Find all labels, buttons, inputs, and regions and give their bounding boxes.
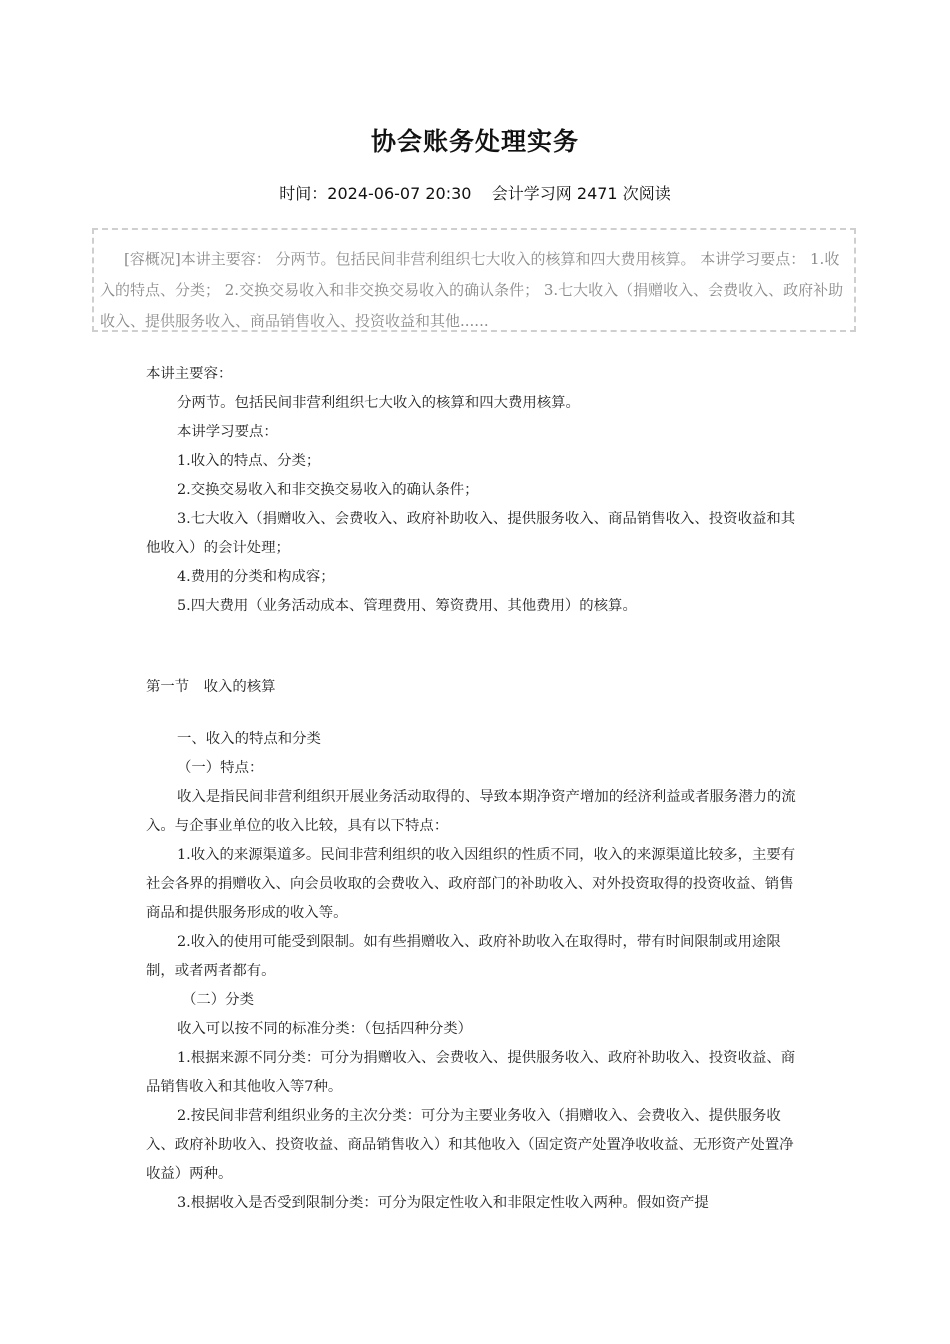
point-item: 4.费用的分类和构成容；	[177, 569, 335, 585]
section-title: 第一节 收入的核算	[146, 679, 276, 695]
features-heading: （一）特点：	[177, 760, 264, 776]
summary-box: [容概况]本讲主要容： 分两节。包括民间非营利组织七大收入的核算和四大费用核算。 本讲学习要点： 1.收入的特点、分类； 2.交换交易收入和非交换交易收入的确认条件； 3.七大收入（捐赠收入、会费收入、政府补助收入、提供服务收入、商品销售收入、投资收益和其他......	[92, 228, 856, 332]
point-item: 1.收入的特点、分类；	[177, 453, 321, 469]
paragraph: 收入可以按不同的标准分类：（包括四种分类）	[177, 1021, 473, 1037]
points-heading: 本讲学习要点：	[177, 424, 278, 440]
article-title: 协会账务处理实务	[370, 127, 579, 156]
point-item: 5.四大费用（业务活动成本、管理费用、筹资费用、其他费用）的核算。	[177, 598, 637, 614]
paragraph: 收入是指民间非营利组织开展业务活动取得的、导致本期净资产增加的经济利益或者服务潜力的流入。与企事业单位的收入比较，具有以下特点：	[146, 789, 796, 834]
point-item: 2.交换交易收入和非交换交易收入的确认条件；	[177, 482, 479, 498]
paragraph: 1.收入的来源渠道多。民间非营利组织的收入因组织的性质不同，收入的来源渠道比较多，主要有社会各界的捐赠收入、向会员收取的会费收入、政府部门的补助收入、对外投资取得的投资收益、销售商品和提供服务形成的收入等。	[146, 847, 796, 921]
paragraph: 2.按民间非营利组织业务的主次分类：可分为主要业务收入（捐赠收入、会费收入、提供服务收入、政府补助收入、投资收益、商品销售收入）和其他收入（固定资产处置净收收益、无形资产处置净收益）两种。	[146, 1108, 794, 1182]
paragraph: 2.收入的使用可能受到限制。如有些捐赠收入、政府补助收入在取得时，带有时间限制或用途限制，或者两者都有。	[146, 934, 781, 979]
intro-text: 分两节。包括民间非营利组织七大收入的核算和四大费用核算。	[177, 395, 580, 411]
spacer	[146, 621, 806, 673]
intro-heading: 本讲主要容：	[146, 366, 233, 382]
paragraph: 3.根据收入是否受到限制分类：可分为限定性收入和非限定性收入两种。假如资产提	[177, 1195, 709, 1211]
spacer	[146, 702, 806, 725]
article-body	[146, 360, 806, 1218]
paragraph: 1.根据来源不同分类：可分为捐赠收入、会费收入、提供服务收入、政府补助收入、投资收益、商品销售收入和其他收入等7种。	[146, 1050, 796, 1095]
article-meta: 时间：2024-06-07 20:30 会计学习网 2471 次阅读	[279, 184, 671, 203]
subsection-title: 一、收入的特点和分类	[177, 731, 321, 747]
point-item: 3.七大收入（捐赠收入、会费收入、政府补助收入、提供服务收入、商品销售收入、投资收益和其他收入）的会计处理；	[146, 511, 796, 556]
classification-heading: （二）分类	[182, 992, 254, 1008]
